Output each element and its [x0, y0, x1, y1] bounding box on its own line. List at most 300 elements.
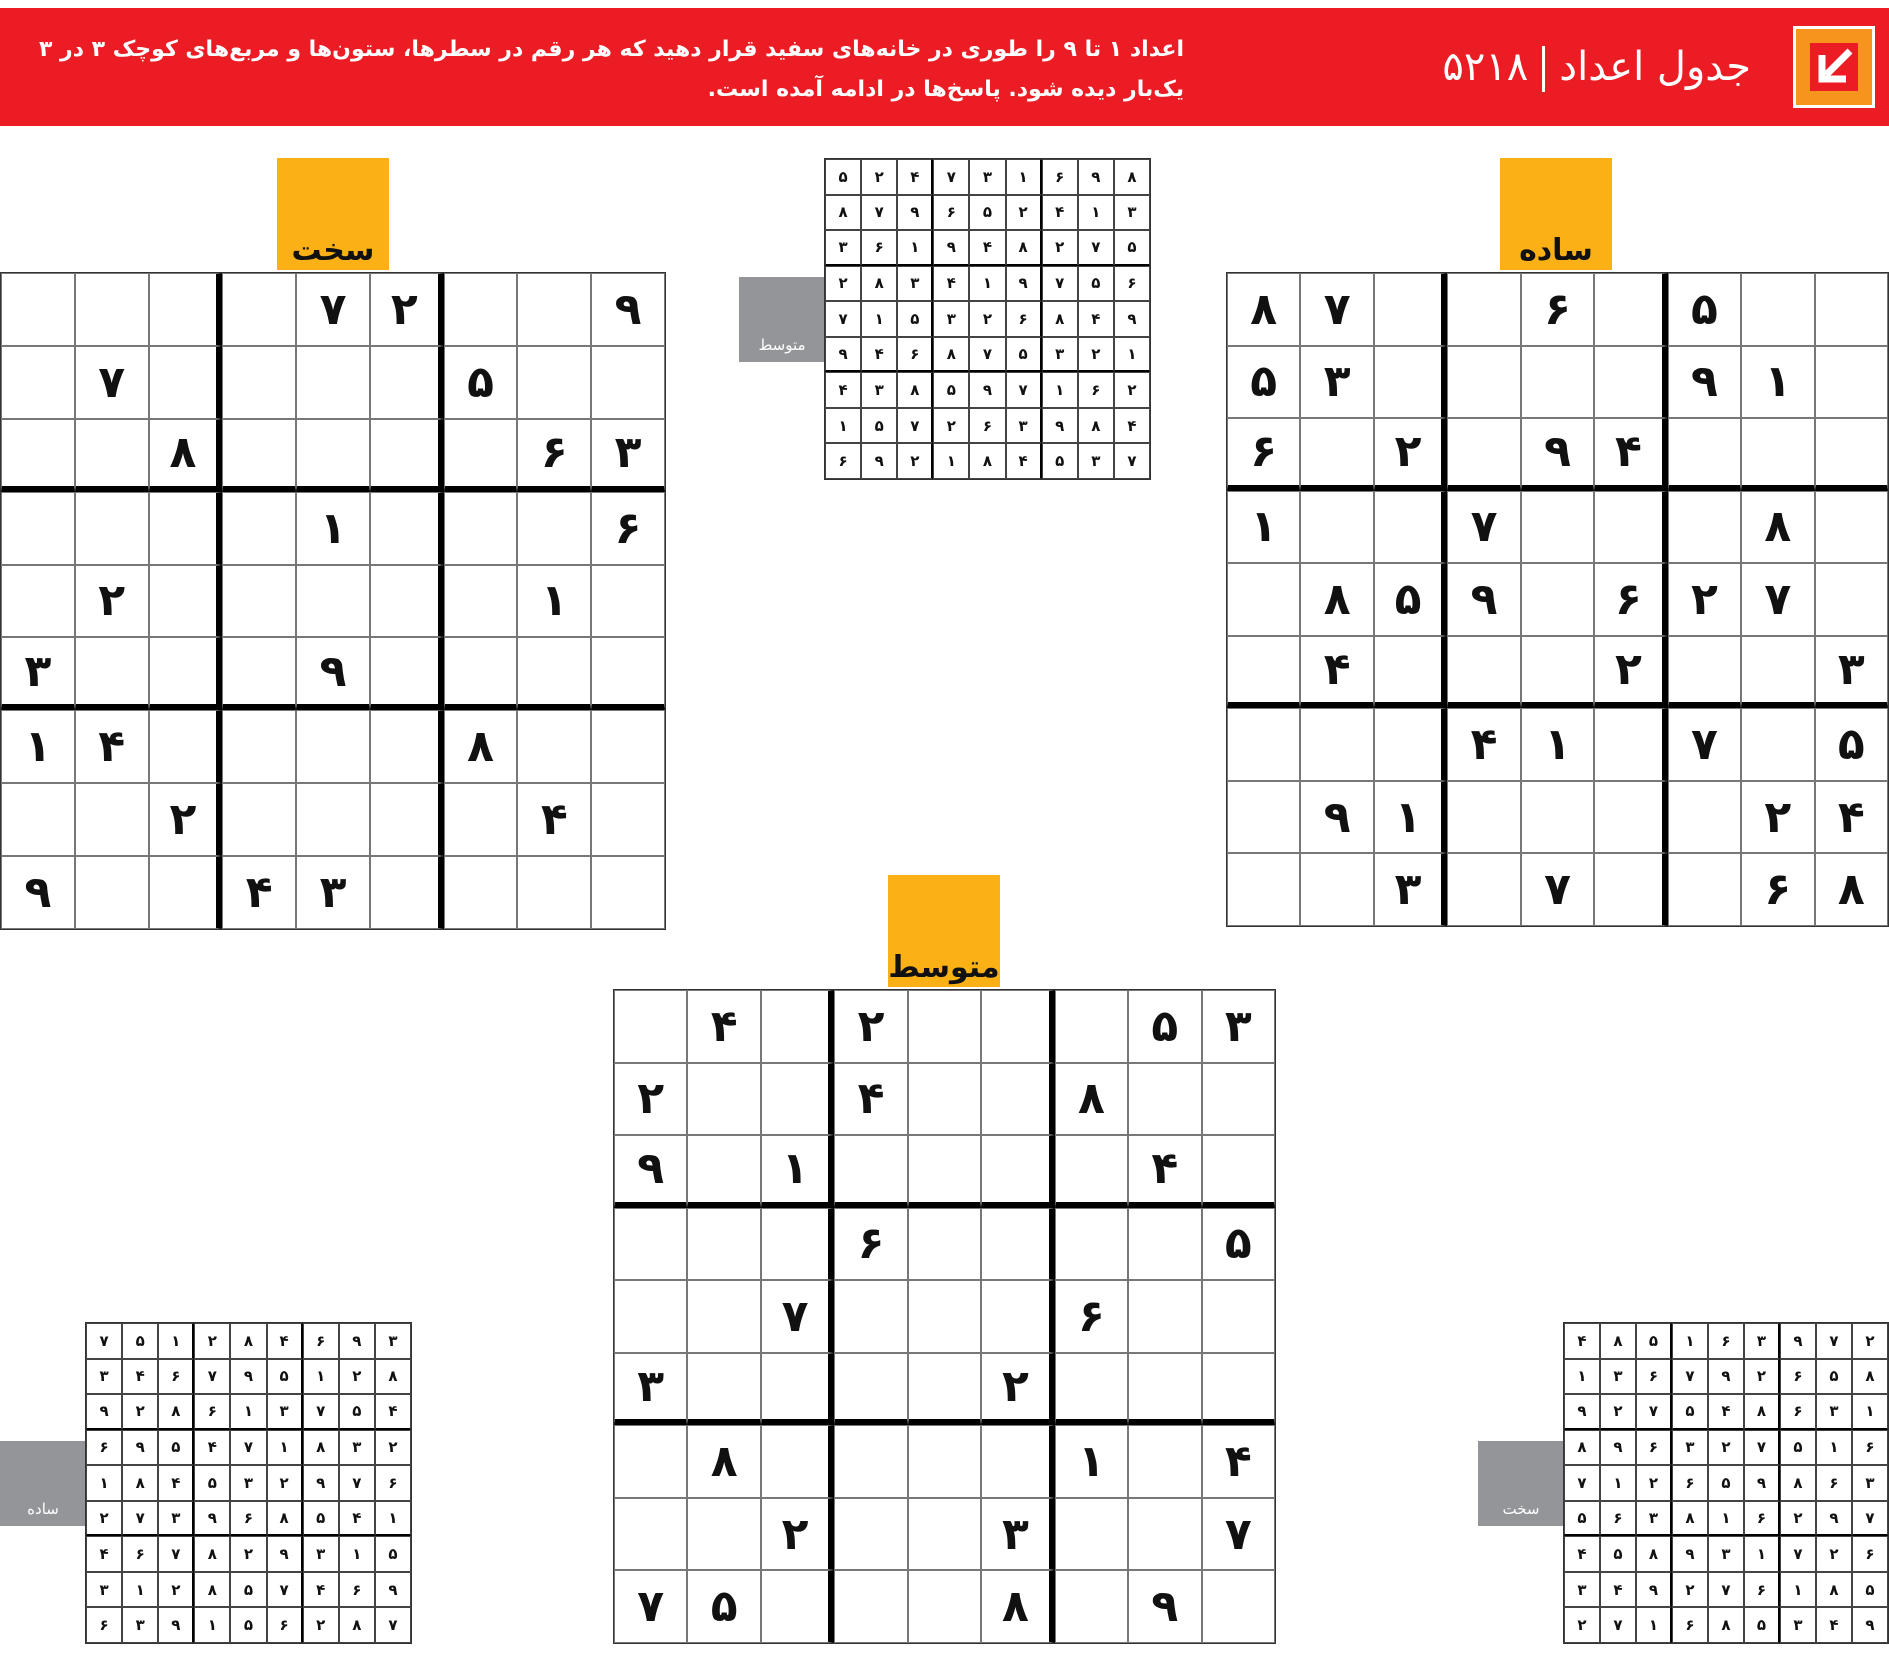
sudoku-cell: ۶ [1672, 1607, 1708, 1643]
sudoku-cell: ۸ [981, 1570, 1054, 1643]
sudoku-cell: ۳ [230, 1465, 266, 1501]
sudoku-cell [75, 856, 149, 929]
sudoku-cell: ۸ [1744, 1394, 1780, 1430]
sudoku-cell: ۱ [1741, 346, 1814, 419]
sudoku-cell: ۲ [267, 1465, 303, 1501]
sudoku-cell: ۵ [1672, 1394, 1708, 1430]
sudoku-cell: ۸ [1672, 1501, 1708, 1537]
sudoku-cell: ۳ [1780, 1607, 1816, 1643]
sudoku-cell [444, 783, 518, 856]
sudoku-cell [687, 1208, 760, 1281]
sudoku-cell: ۲ [1042, 230, 1078, 266]
sudoku-cell [149, 273, 223, 346]
sudoku-cell: ۷ [230, 1430, 266, 1466]
sudoku-cell: ۴ [122, 1359, 158, 1395]
sudoku-cell: ۳ [897, 266, 933, 302]
sudoku-cell [1521, 346, 1594, 419]
sudoku-cell: ۳ [1816, 1394, 1852, 1430]
sudoku-cell: ۹ [1447, 563, 1520, 636]
sudoku-cell: ۲ [230, 1536, 266, 1572]
sudoku-cell: ۲ [761, 1498, 834, 1571]
sudoku-cell: ۳ [1006, 408, 1042, 444]
sudoku-cell [834, 1135, 907, 1208]
sudoku-cell: ۷ [1636, 1394, 1672, 1430]
sudoku-cell: ۴ [897, 159, 933, 195]
sudoku-cell: ۵ [933, 372, 969, 408]
sudoku-cell: ۶ [1780, 1359, 1816, 1395]
sudoku-cell [687, 1498, 760, 1571]
sudoku-cell: ۲ [75, 565, 149, 638]
sudoku-cell: ۸ [444, 710, 518, 783]
sudoku-cell [1, 346, 75, 419]
sudoku-cell [981, 1425, 1054, 1498]
sudoku-cell: ۲ [1600, 1394, 1636, 1430]
sudoku-cell [1128, 1280, 1201, 1353]
sudoku-cell: ۱ [1852, 1394, 1888, 1430]
sudoku-cell [591, 637, 665, 710]
sudoku-cell: ۳ [933, 301, 969, 337]
sudoku-cell [1128, 1498, 1201, 1571]
sudoku-cell [981, 1280, 1054, 1353]
sudoku-cell [687, 1353, 760, 1426]
sudoku-cell: ۶ [303, 1323, 339, 1359]
sudoku-cell: ۵ [1744, 1607, 1780, 1643]
sudoku-cell: ۹ [303, 1465, 339, 1501]
sudoku-cell: ۴ [687, 990, 760, 1063]
sudoku-cell [1447, 346, 1520, 419]
sudoku-cell: ۴ [1815, 781, 1888, 854]
sudoku-cell: ۶ [1042, 159, 1078, 195]
sudoku-cell: ۱ [194, 1607, 230, 1643]
sudoku-cell: ۷ [1447, 491, 1520, 564]
sudoku-cell [1815, 346, 1888, 419]
sudoku-cell: ۴ [834, 1063, 907, 1136]
arrow-icon [1810, 43, 1858, 91]
sudoku-cell: ۲ [1672, 1572, 1708, 1608]
answer-grid-easy [85, 1322, 412, 1644]
instructions: اعداد ۱ تا ۹ را طوری در خانه‌های سفید قرار دهید که هر رقم در سطرها، ستون‌ها و مربع‌های کوچک ۳ در ۳ یک‌بار دیده شود. پاسخ‌ها در ادامه آمده است. [38, 37, 1184, 102]
sudoku-cell [1128, 1353, 1201, 1426]
sudoku-cell [222, 273, 296, 346]
sudoku-cell: ۶ [933, 195, 969, 231]
sudoku-cell: ۷ [194, 1359, 230, 1395]
sudoku-cell: ۷ [969, 337, 1005, 373]
sudoku-cell: ۸ [1780, 1465, 1816, 1501]
sudoku-cell: ۵ [303, 1501, 339, 1537]
sudoku-cell: ۸ [1741, 491, 1814, 564]
sudoku-cell [370, 637, 444, 710]
sudoku-cell: ۳ [1078, 443, 1114, 479]
sudoku-cell: ۵ [1815, 708, 1888, 781]
sudoku-cell: ۱ [86, 1465, 122, 1501]
sudoku-cell: ۹ [1006, 266, 1042, 302]
sudoku-cell: ۳ [825, 230, 861, 266]
sudoku-cell: ۳ [1042, 337, 1078, 373]
sudoku-cell: ۴ [1078, 301, 1114, 337]
sudoku-cell: ۴ [194, 1430, 230, 1466]
sudoku-cell: ۷ [122, 1501, 158, 1537]
sudoku-cell: ۳ [267, 1394, 303, 1430]
sudoku-cell: ۴ [1564, 1536, 1600, 1572]
sudoku-cell: ۹ [1816, 1501, 1852, 1537]
sudoku-cell [517, 273, 591, 346]
sudoku-cell [761, 990, 834, 1063]
sudoku-cell: ۴ [75, 710, 149, 783]
sudoku-cell: ۶ [1852, 1430, 1888, 1466]
title-text: جدول اعداد [1559, 44, 1751, 90]
sudoku-cell [1447, 853, 1520, 926]
sudoku-cell [296, 346, 370, 419]
sudoku-cell: ۹ [1672, 1536, 1708, 1572]
sudoku-cell: ۱ [1006, 159, 1042, 195]
sudoku-cell: ۹ [1708, 1359, 1744, 1395]
sudoku-cell: ۳ [296, 856, 370, 929]
sudoku-cell: ۵ [158, 1430, 194, 1466]
sudoku-cell [981, 1135, 1054, 1208]
sudoku-cell: ۸ [303, 1430, 339, 1466]
sudoku-cell [1055, 1353, 1128, 1426]
sudoku-cell [1815, 563, 1888, 636]
sudoku-cell: ۷ [1672, 1359, 1708, 1395]
sudoku-cell [296, 710, 370, 783]
sudoku-cell: ۸ [1114, 159, 1150, 195]
sudoku-cell: ۶ [1741, 853, 1814, 926]
sudoku-cell [1055, 990, 1128, 1063]
sudoku-cell: ۷ [861, 195, 897, 231]
sudoku-cell [1374, 708, 1447, 781]
sudoku-cell [761, 1353, 834, 1426]
sudoku-cell: ۳ [1114, 195, 1150, 231]
sudoku-cell [908, 990, 981, 1063]
sudoku-cell [591, 856, 665, 929]
sudoku-cell: ۳ [614, 1353, 687, 1426]
sudoku-cell [370, 346, 444, 419]
sudoku-cell [1594, 781, 1667, 854]
sudoku-cell: ۸ [1055, 1063, 1128, 1136]
sudoku-cell: ۲ [969, 301, 1005, 337]
sudoku-cell: ۸ [825, 195, 861, 231]
sudoku-cell: ۶ [1636, 1430, 1672, 1466]
sudoku-cell: ۷ [1708, 1572, 1744, 1608]
sudoku-cell: ۴ [1600, 1572, 1636, 1608]
sudoku-cell: ۴ [1042, 195, 1078, 231]
sudoku-cell [370, 565, 444, 638]
sudoku-cell [981, 990, 1054, 1063]
sudoku-cell: ۱ [1672, 1323, 1708, 1359]
sudoku-cell: ۵ [1852, 1572, 1888, 1608]
sudoku-cell: ۴ [303, 1572, 339, 1608]
sudoku-cell: ۶ [194, 1394, 230, 1430]
sudoku-cell: ۱ [122, 1572, 158, 1608]
sudoku-cell: ۶ [230, 1501, 266, 1537]
sudoku-cell: ۶ [1594, 563, 1667, 636]
sudoku-cell: ۸ [1816, 1572, 1852, 1608]
sudoku-cell [908, 1425, 981, 1498]
sudoku-cell: ۷ [1741, 563, 1814, 636]
sudoku-cell: ۴ [1816, 1607, 1852, 1643]
sudoku-cell: ۴ [969, 230, 1005, 266]
sudoku-cell [1594, 273, 1667, 346]
sudoku-cell: ۹ [1, 856, 75, 929]
sudoku-cell: ۶ [861, 230, 897, 266]
sudoku-cell: ۴ [933, 266, 969, 302]
answer-grid-medium [824, 158, 1151, 480]
sudoku-cell: ۵ [1780, 1430, 1816, 1466]
sudoku-cell: ۶ [158, 1359, 194, 1395]
sudoku-cell [1202, 1353, 1275, 1426]
sudoku-cell: ۷ [897, 408, 933, 444]
sudoku-cell: ۵ [861, 408, 897, 444]
sudoku-cell: ۴ [1128, 1135, 1201, 1208]
sudoku-cell: ۸ [1564, 1430, 1600, 1466]
sudoku-cell: ۹ [1042, 408, 1078, 444]
sudoku-cell: ۴ [222, 856, 296, 929]
sudoku-cell: ۶ [1636, 1359, 1672, 1395]
sudoku-cell: ۲ [1078, 337, 1114, 373]
sudoku-cell [1055, 1208, 1128, 1281]
sudoku-cell: ۹ [1636, 1572, 1672, 1608]
sudoku-cell: ۱ [825, 408, 861, 444]
sudoku-cell [761, 1570, 834, 1643]
title-separator [1542, 46, 1545, 92]
sudoku-cell: ۵ [1078, 266, 1114, 302]
sudoku-cell [1447, 781, 1520, 854]
sudoku-cell [149, 637, 223, 710]
sudoku-cell [1521, 636, 1594, 709]
sudoku-cell: ۴ [267, 1323, 303, 1359]
sudoku-cell [614, 990, 687, 1063]
sudoku-cell: ۹ [614, 1135, 687, 1208]
sudoku-cell: ۵ [1006, 337, 1042, 373]
sudoku-cell [614, 1208, 687, 1281]
sudoku-cell: ۱ [969, 266, 1005, 302]
sudoku-cell: ۲ [933, 408, 969, 444]
sudoku-cell: ۲ [834, 990, 907, 1063]
sudoku-cell: ۷ [303, 1394, 339, 1430]
sudoku-cell [517, 346, 591, 419]
sudoku-cell: ۶ [1055, 1280, 1128, 1353]
sudoku-cell: ۵ [1202, 1208, 1275, 1281]
sudoku-cell: ۹ [375, 1572, 411, 1608]
puzzle-grid-easy [1226, 272, 1889, 927]
sudoku-cell: ۱ [1078, 195, 1114, 231]
sudoku-cell [981, 1063, 1054, 1136]
sudoku-cell: ۲ [149, 783, 223, 856]
sudoku-cell: ۱ [761, 1135, 834, 1208]
sudoku-cell: ۹ [1600, 1430, 1636, 1466]
sudoku-cell: ۶ [969, 408, 1005, 444]
sudoku-cell: ۲ [339, 1359, 375, 1395]
sudoku-cell: ۱ [1374, 781, 1447, 854]
sudoku-cell [1227, 563, 1300, 636]
sudoku-cell: ۷ [86, 1323, 122, 1359]
sudoku-cell: ۱ [296, 492, 370, 565]
sudoku-cell: ۳ [339, 1430, 375, 1466]
sudoku-cell: ۲ [897, 443, 933, 479]
sudoku-cell: ۵ [1114, 230, 1150, 266]
puzzle-grid-medium [613, 989, 1276, 1644]
sudoku-cell: ۲ [1668, 563, 1741, 636]
sudoku-cell: ۹ [1114, 301, 1150, 337]
sudoku-cell [834, 1498, 907, 1571]
sudoku-cell: ۷ [1744, 1430, 1780, 1466]
sudoku-cell: ۲ [981, 1353, 1054, 1426]
sudoku-cell [370, 419, 444, 492]
sudoku-cell: ۳ [1708, 1536, 1744, 1572]
sudoku-cell: ۴ [1594, 418, 1667, 491]
sudoku-cell [149, 710, 223, 783]
sudoku-cell: ۸ [969, 443, 1005, 479]
sudoku-cell [908, 1570, 981, 1643]
sudoku-cell: ۹ [1780, 1323, 1816, 1359]
sudoku-cell [370, 783, 444, 856]
sudoku-cell: ۱ [1636, 1607, 1672, 1643]
sudoku-cell: ۵ [825, 159, 861, 195]
sudoku-cell: ۱ [933, 443, 969, 479]
sudoku-cell: ۵ [267, 1359, 303, 1395]
sudoku-cell: ۸ [1300, 563, 1373, 636]
sudoku-cell: ۷ [339, 1465, 375, 1501]
sudoku-cell: ۸ [1078, 408, 1114, 444]
sudoku-cell [1521, 781, 1594, 854]
sudoku-cell [1055, 1135, 1128, 1208]
sudoku-cell [517, 710, 591, 783]
sudoku-cell: ۹ [1078, 159, 1114, 195]
sudoku-cell [1, 565, 75, 638]
sudoku-cell [761, 1063, 834, 1136]
sudoku-cell: ۷ [1042, 266, 1078, 302]
sudoku-cell [908, 1280, 981, 1353]
logo [1793, 26, 1875, 108]
sudoku-cell [444, 419, 518, 492]
sudoku-cell: ۴ [86, 1536, 122, 1572]
sudoku-cell [1374, 273, 1447, 346]
sudoku-cell [1594, 853, 1667, 926]
sudoku-cell: ۵ [230, 1572, 266, 1608]
sudoku-cell: ۷ [1078, 230, 1114, 266]
sudoku-cell: ۹ [861, 443, 897, 479]
sudoku-cell [1447, 273, 1520, 346]
sudoku-cell: ۷ [267, 1572, 303, 1608]
sudoku-cell: ۵ [122, 1323, 158, 1359]
sudoku-cell: ۴ [1114, 408, 1150, 444]
sudoku-cell: ۳ [1672, 1430, 1708, 1466]
sudoku-cell: ۳ [1, 637, 75, 710]
sudoku-cell: ۱ [1600, 1465, 1636, 1501]
sudoku-cell [1374, 491, 1447, 564]
sudoku-cell [1447, 636, 1520, 709]
sudoku-cell: ۴ [158, 1465, 194, 1501]
sudoku-cell [834, 1570, 907, 1643]
sudoku-cell: ۶ [86, 1430, 122, 1466]
sudoku-cell [591, 346, 665, 419]
sudoku-cell [75, 273, 149, 346]
sudoku-cell [687, 1280, 760, 1353]
sudoku-cell: ۳ [1374, 853, 1447, 926]
sudoku-cell: ۲ [1374, 418, 1447, 491]
sudoku-cell [222, 492, 296, 565]
sudoku-cell: ۴ [861, 337, 897, 373]
sudoku-cell [1741, 273, 1814, 346]
sudoku-cell: ۱ [1564, 1359, 1600, 1395]
sudoku-cell: ۴ [825, 372, 861, 408]
sudoku-cell [1227, 636, 1300, 709]
sudoku-cell: ۱ [1042, 372, 1078, 408]
sudoku-cell [222, 710, 296, 783]
sudoku-cell [908, 1208, 981, 1281]
sudoku-cell: ۹ [267, 1536, 303, 1572]
sudoku-cell: ۳ [1564, 1572, 1600, 1608]
sudoku-cell: ۴ [1006, 443, 1042, 479]
sudoku-cell: ۱ [230, 1394, 266, 1430]
sudoku-cell [1128, 1063, 1201, 1136]
sudoku-cell: ۴ [517, 783, 591, 856]
sudoku-cell: ۱ [1708, 1501, 1744, 1537]
sudoku-cell [149, 565, 223, 638]
sudoku-cell: ۸ [1227, 273, 1300, 346]
sudoku-cell: ۵ [339, 1394, 375, 1430]
answer-tag-easy: ساده [0, 1441, 86, 1526]
sudoku-cell: ۴ [1447, 708, 1520, 781]
sudoku-cell [1300, 418, 1373, 491]
sudoku-cell: ۵ [969, 195, 1005, 231]
sudoku-cell [1374, 346, 1447, 419]
sudoku-cell: ۳ [1600, 1359, 1636, 1395]
sudoku-cell [149, 856, 223, 929]
sudoku-cell [1815, 273, 1888, 346]
sudoku-cell [517, 856, 591, 929]
sudoku-cell: ۳ [375, 1323, 411, 1359]
sudoku-cell [614, 1498, 687, 1571]
sudoku-cell: ۹ [897, 195, 933, 231]
sudoku-cell [222, 783, 296, 856]
sudoku-cell: ۸ [122, 1465, 158, 1501]
sudoku-cell [370, 856, 444, 929]
sudoku-cell: ۳ [1300, 346, 1373, 419]
sudoku-cell: ۳ [1636, 1501, 1672, 1537]
sudoku-cell [1227, 708, 1300, 781]
sudoku-cell: ۲ [158, 1572, 194, 1608]
sudoku-cell: ۲ [1744, 1359, 1780, 1395]
sudoku-cell [75, 492, 149, 565]
sudoku-cell [1374, 636, 1447, 709]
sudoku-cell [444, 273, 518, 346]
sudoku-cell [591, 710, 665, 783]
sudoku-cell: ۱ [1780, 1572, 1816, 1608]
sudoku-cell: ۴ [375, 1394, 411, 1430]
sudoku-cell: ۷ [1300, 273, 1373, 346]
sudoku-cell: ۹ [86, 1394, 122, 1430]
sudoku-cell [75, 783, 149, 856]
sudoku-cell [222, 637, 296, 710]
sudoku-cell: ۳ [122, 1607, 158, 1643]
sudoku-cell: ۷ [1780, 1536, 1816, 1572]
sudoku-cell: ۵ [444, 346, 518, 419]
sudoku-cell [1668, 636, 1741, 709]
sudoku-cell: ۷ [75, 346, 149, 419]
sudoku-cell: ۸ [375, 1359, 411, 1395]
sudoku-cell: ۹ [1564, 1394, 1600, 1430]
sudoku-cell: ۶ [1780, 1394, 1816, 1430]
sudoku-cell: ۸ [158, 1394, 194, 1430]
sudoku-cell [614, 1280, 687, 1353]
sudoku-cell [908, 1135, 981, 1208]
sudoku-cell [222, 565, 296, 638]
sudoku-cell: ۳ [86, 1572, 122, 1608]
sudoku-cell: ۳ [1202, 990, 1275, 1063]
sudoku-cell [1741, 636, 1814, 709]
sudoku-cell: ۲ [303, 1607, 339, 1643]
